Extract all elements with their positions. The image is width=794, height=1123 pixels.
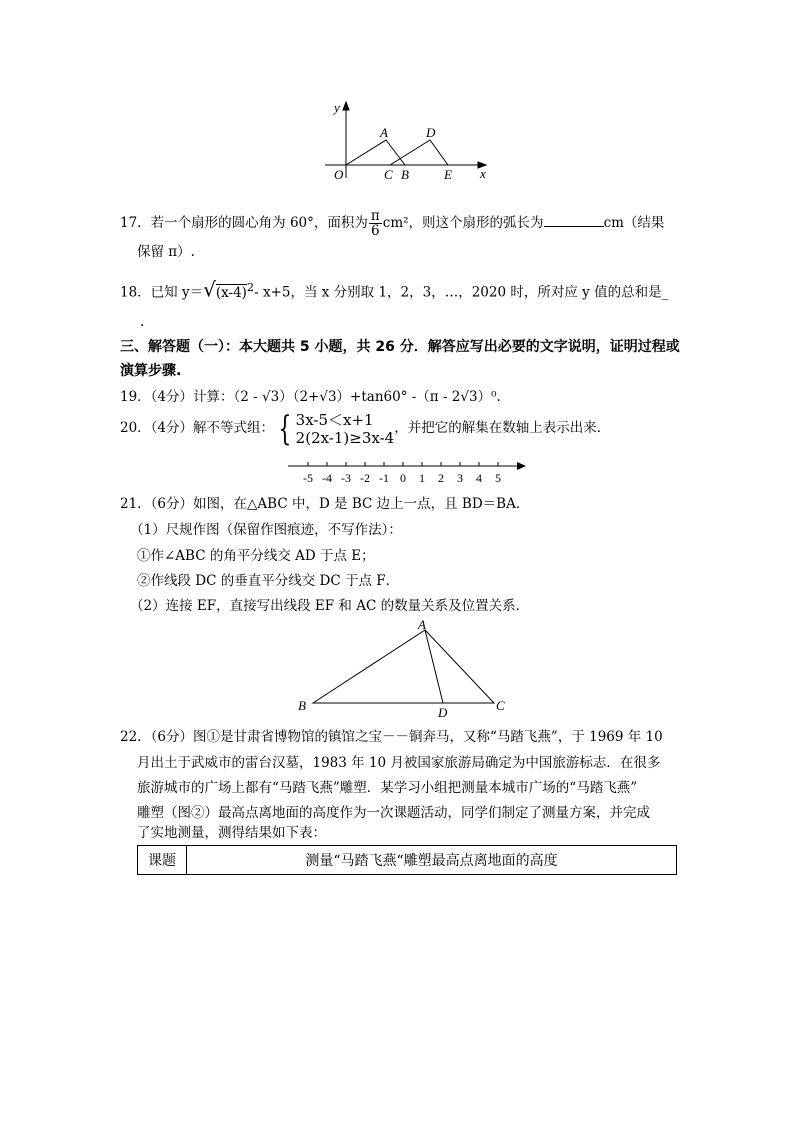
tick-label: -2 — [360, 471, 370, 485]
exponent: 2 — [246, 281, 255, 294]
label-b: B — [298, 698, 306, 713]
tick-label: -5 — [303, 471, 313, 485]
q18-continued: . — [140, 314, 145, 330]
denominator: 6 — [371, 223, 380, 239]
label-c: C — [384, 167, 393, 182]
label-c: C — [496, 698, 505, 713]
q18-text2: - x+5，当 x 分别取 1，2，3，…，2020 时，所对应 y 值的总和是_ — [254, 284, 669, 301]
triangle-cde — [390, 140, 448, 165]
label-d: D — [426, 125, 436, 140]
question-20 — [120, 410, 610, 447]
table-row — [138, 846, 677, 875]
section-heading-cont: 演算步骤. — [120, 363, 182, 379]
tick-label: 5 — [495, 471, 501, 485]
q22-line5: 了实地测量，测得结果如下表： — [137, 825, 326, 841]
tick-label: 2 — [438, 471, 444, 485]
segment-ad — [425, 630, 443, 703]
number-line — [280, 455, 530, 485]
inequality-system — [296, 411, 395, 447]
label-a: A — [380, 125, 388, 140]
q22-line1: 22．（6分）图①是甘肃省博物馆的镇馆之宝－－铜奔马，又称“马踏飞燕”，于 1969 年 10 — [120, 729, 663, 745]
sqrt-icon: √ — [203, 277, 216, 302]
question-18 — [120, 279, 668, 302]
q22-line3: 旅游城市的广场上都有“马踏飞燕”雕塑．某学习小组把测量本城市广场的“马踏飞燕” — [137, 780, 638, 796]
table-value-cell: 测量“马踏飞燕“雕塑最高点离地面的高度 — [187, 846, 677, 875]
label-b: B — [401, 167, 409, 182]
inequality-2: 2(2x-1)≥3x-4 — [295, 428, 395, 447]
tick-label: 4 — [476, 471, 482, 485]
numerator: π — [370, 208, 380, 224]
answer-blank[interactable] — [544, 212, 604, 227]
inequality-1: 3x-5＜x+1 — [295, 410, 374, 429]
label-a: A — [418, 617, 426, 632]
fraction — [369, 209, 382, 238]
q17-text3: cm（结果 — [603, 215, 665, 231]
arrow-icon — [517, 462, 526, 470]
q22-line2: 月出土于武威市的雷台汉墓，1983 年 10 月被国家旅游局确定为中国旅游标志．在很多 — [137, 755, 661, 771]
label-y: y — [334, 100, 340, 115]
brace-icon: { — [278, 408, 292, 449]
q17-text2: cm²，则这个扇形的弧长为 — [382, 215, 544, 231]
q20-text2: ，并把它的解集在数轴上表示出来． — [394, 420, 611, 436]
q17-continued: 保留 π）. — [137, 244, 195, 260]
q21-line1: 21．（6分）如图，在△ABC 中，D 是 BC 边上一点，且 BD＝BA． — [120, 496, 530, 512]
table-header-cell: 课题 — [138, 846, 187, 875]
q18-text: 18．已知 y＝ — [120, 284, 204, 301]
y-arrow — [343, 102, 349, 110]
q21-line3: ①作∠ABC 的角平分线交 AD 于点 E； — [137, 548, 375, 564]
triangle-figure — [290, 615, 520, 720]
q21-line2: （1）尺规作图（保留作图痕迹，不写作法）： — [130, 522, 402, 538]
label-e: E — [444, 167, 452, 182]
tick-label: -3 — [341, 471, 351, 485]
q21-line5: （2）连接 EF，直接写出线段 EF 和 AC 的数量关系及位置关系． — [130, 598, 530, 614]
coordinate-figure — [320, 100, 500, 185]
tick-label: -4 — [322, 471, 332, 485]
tick-label: -1 — [379, 471, 389, 485]
tick-label: 1 — [419, 471, 425, 485]
q17-text: 17．若一个扇形的圆心角为 60°，面积为 — [120, 215, 368, 231]
tick-label: 3 — [457, 471, 463, 485]
q20-text: 20．（4分）解不等式组： — [120, 420, 275, 436]
label-d: D — [438, 705, 448, 720]
q22-line4: 雕塑（图②）最高点离地面的高度作为一次课题活动，同学们制定了测量方案，并完成 — [137, 805, 650, 821]
label-o: O — [334, 167, 344, 182]
triangle-abc — [313, 630, 494, 703]
tick-label: 0 — [400, 471, 406, 485]
section-heading: 三、解答题（一）：本大题共 5 小题，共 26 分．解答应写出必要的文字说明，证明过程或 — [120, 339, 680, 355]
radicand: (x-4) — [215, 284, 247, 301]
label-x: x — [480, 166, 486, 181]
question-19: 19．（4分）计算：（2 - √3）（2+√3）+tan60° -（π - 2√3）⁰. — [120, 389, 501, 405]
q21-line4: ②作线段 DC 的垂直平分线交 DC 于点 F． — [137, 573, 400, 589]
measurement-table — [137, 845, 677, 875]
question-17 — [120, 209, 664, 238]
